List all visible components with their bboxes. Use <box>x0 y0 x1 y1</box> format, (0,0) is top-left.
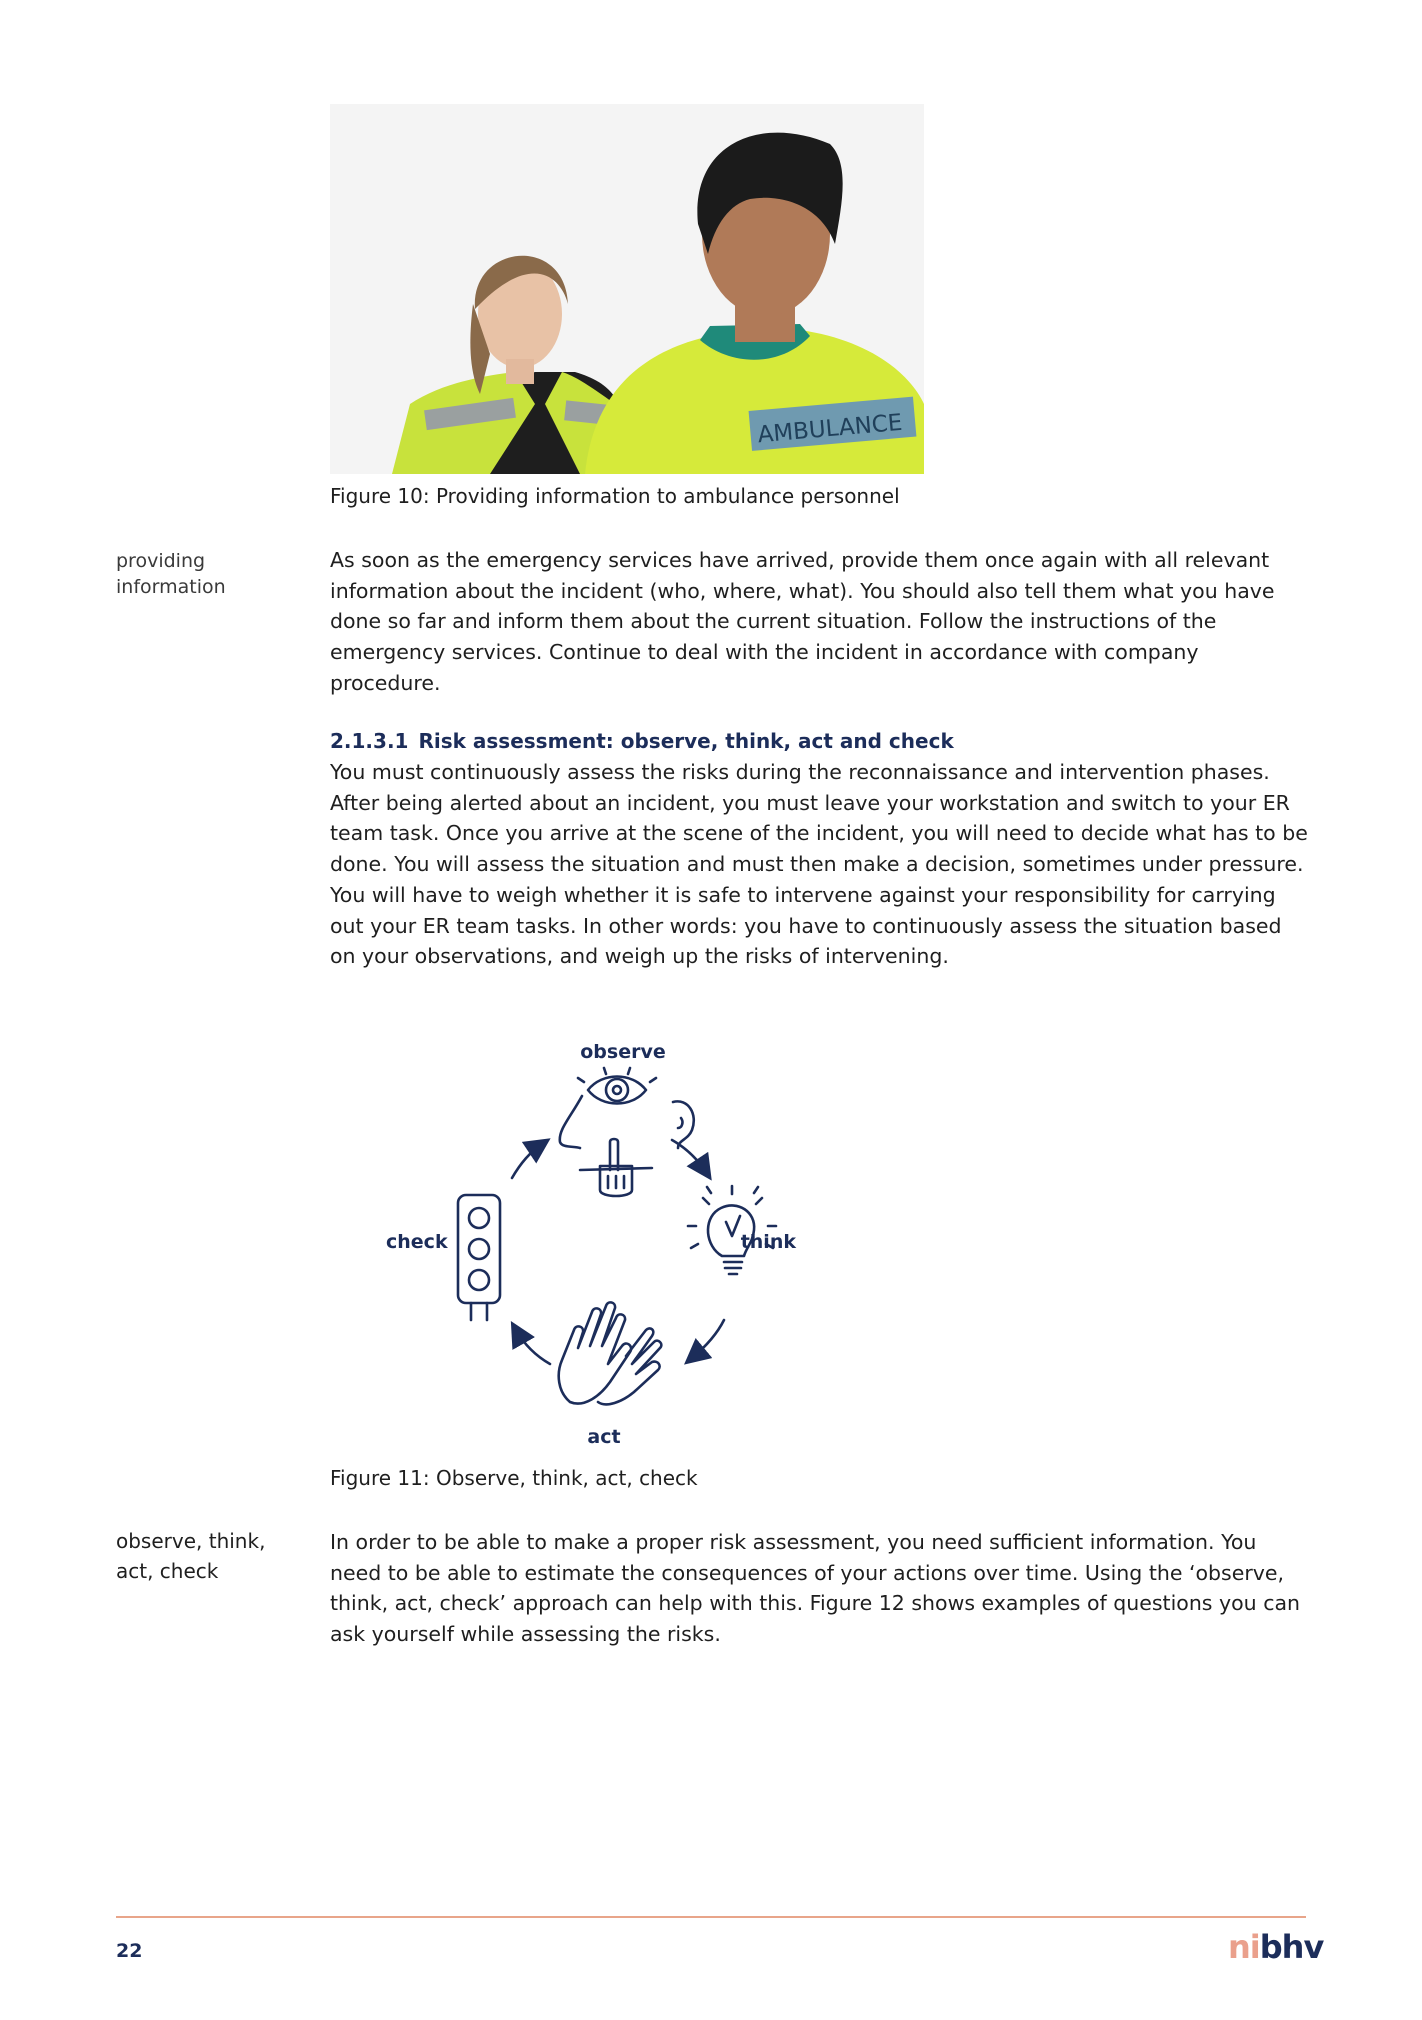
paragraph-observe-think-act-check: In order to be able to make a proper risk assessment, you need sufficient information. You need to be able to estimate the consequences of your actions over time. Using the ‘observe, think, act, check’ approach can help with this. Figure 12 shows examples of questions you can ask yourself while assessing the risks. <box>330 1530 1301 1647</box>
nibhv-logo <box>1228 1928 1323 1966</box>
page-number: 22 <box>116 1940 143 1962</box>
arrow-act-to-check <box>516 1330 550 1364</box>
arrow-observe-to-think <box>672 1140 706 1172</box>
figure-11-diagram <box>370 1030 810 1450</box>
label-check: check <box>386 1231 448 1253</box>
hands-icon <box>559 1302 662 1404</box>
figure-10-photo <box>330 104 924 474</box>
label-think: think <box>740 1231 796 1253</box>
section-number: 2.1.3.1 <box>330 729 409 753</box>
margin-note-line: act, check <box>116 1559 219 1583</box>
footer-divider <box>116 1916 1306 1918</box>
logo-ni: ni <box>1228 1928 1260 1966</box>
paragraph-providing-information: As soon as the emergency services have arrived, provide them once again with all relevant information about the incident (who, where, what). You should also tell them what you have done so far and inform them about the current situation. Follow the instructions of the emergency services. Continue to deal with the incident in accordance with company procedure. <box>330 548 1275 695</box>
margin-note-line: observe, think, <box>116 1529 266 1553</box>
section-title: Risk assessment: observe, think, act and check <box>418 729 954 753</box>
figure-11-caption: Figure 11: Observe, think, act, check <box>330 1466 698 1490</box>
margin-note-observe-think-act-check <box>116 1526 306 1586</box>
label-act: act <box>587 1426 621 1448</box>
traffic-light-icon <box>458 1195 500 1320</box>
ambulance-personnel-illustration <box>330 104 924 474</box>
ambulance-vest-text: AMBULANCE <box>756 409 904 449</box>
eye-nose-ear-icon <box>560 1068 694 1196</box>
lightbulb-icon <box>688 1186 776 1274</box>
arrow-think-to-act <box>692 1320 724 1358</box>
logo-bhv: bhv <box>1259 1928 1324 1966</box>
section-heading <box>330 726 954 756</box>
arrow-check-to-observe <box>512 1144 542 1178</box>
margin-note-providing-information <box>116 548 306 600</box>
margin-note-line: information <box>116 576 226 598</box>
label-observe: observe <box>580 1041 666 1063</box>
paragraph-risk-assessment: You must continuously assess the risks during the reconnaissance and intervention phases. After being alerted about an incident, you must leave your workstation and switch to your ER team task. Once you arrive at the scene of the incident, you will need to decide what has to be done. You will assess the situation and must then make a decision, sometimes under pressure. You will have to weigh whether it is safe to intervene against your responsibility for carrying out your ER team tasks. In other words: you have to continuously assess the situation based on your observations, and weigh up the risks of intervening. <box>330 760 1308 969</box>
margin-note-line: providing <box>116 550 206 572</box>
figure-10-caption: Figure 10: Providing information to ambulance personnel <box>330 484 900 508</box>
